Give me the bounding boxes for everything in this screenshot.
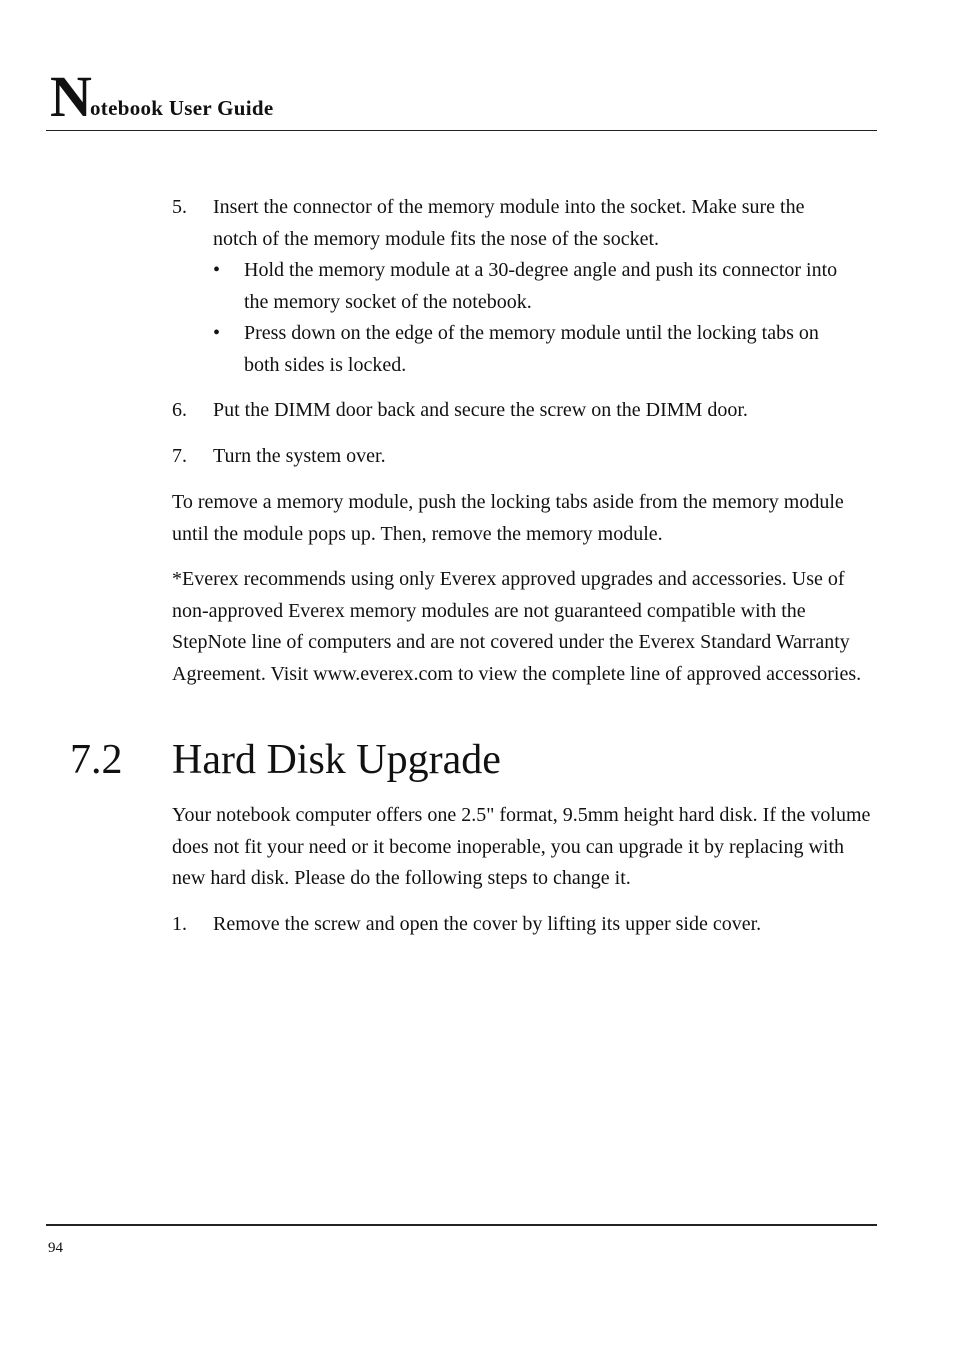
- paragraph-remove-module: To remove a memory module, push the locking tabs aside from the memory module until the module pops up. Then, remove the memory module.: [172, 491, 844, 545]
- paragraph-hard-disk: Your notebook computer offers one 2.5" format, 9.5mm height hard disk. If the volume does not fit your need or it become inoperable, you can upgrade it by replacing with new hard disk. Please do the following steps to change it.: [172, 804, 871, 889]
- step-number: 6.: [172, 399, 187, 421]
- footer-rule: [46, 1224, 877, 1226]
- bullet-mark: •: [213, 322, 221, 344]
- step-text: Insert the connector of the memory module into the socket. Make sure the notch of the memory module fits the nose of the socket.: [213, 196, 805, 250]
- header-title: otebook User Guide: [90, 96, 274, 120]
- header-initial: N: [50, 64, 92, 129]
- bullet-mark: •: [213, 259, 221, 281]
- step-number: 5.: [172, 196, 187, 218]
- step-text: Turn the system over.: [213, 445, 386, 467]
- bullet-text: Hold the memory module at a 30-degree angle and push its connector into the memory socket of the notebook.: [244, 259, 838, 313]
- section-number: 7.2: [70, 737, 123, 783]
- step-text: Put the DIMM door back and secure the screw on the DIMM door.: [213, 399, 748, 421]
- step-number: 7.: [172, 445, 187, 467]
- bullet-text: Press down on the edge of the memory module until the locking tabs on both sides is locked.: [244, 322, 819, 376]
- running-header: [46, 64, 877, 131]
- step-number: 1.: [172, 913, 187, 935]
- paragraph-everex-note: *Everex recommends using only Everex approved upgrades and accessories. Use of non-approved Everex memory modules are not guaranteed compatible with the StepNote line of computers and are not covered under the Everex Standard Warranty Agreement. Visit www.everex.com to view the complete line of approved accessories.: [172, 568, 862, 685]
- page-number: 94: [48, 1240, 63, 1256]
- section-title: Hard Disk Upgrade: [172, 737, 501, 783]
- step-text: Remove the screw and open the cover by lifting its upper side cover.: [213, 913, 762, 935]
